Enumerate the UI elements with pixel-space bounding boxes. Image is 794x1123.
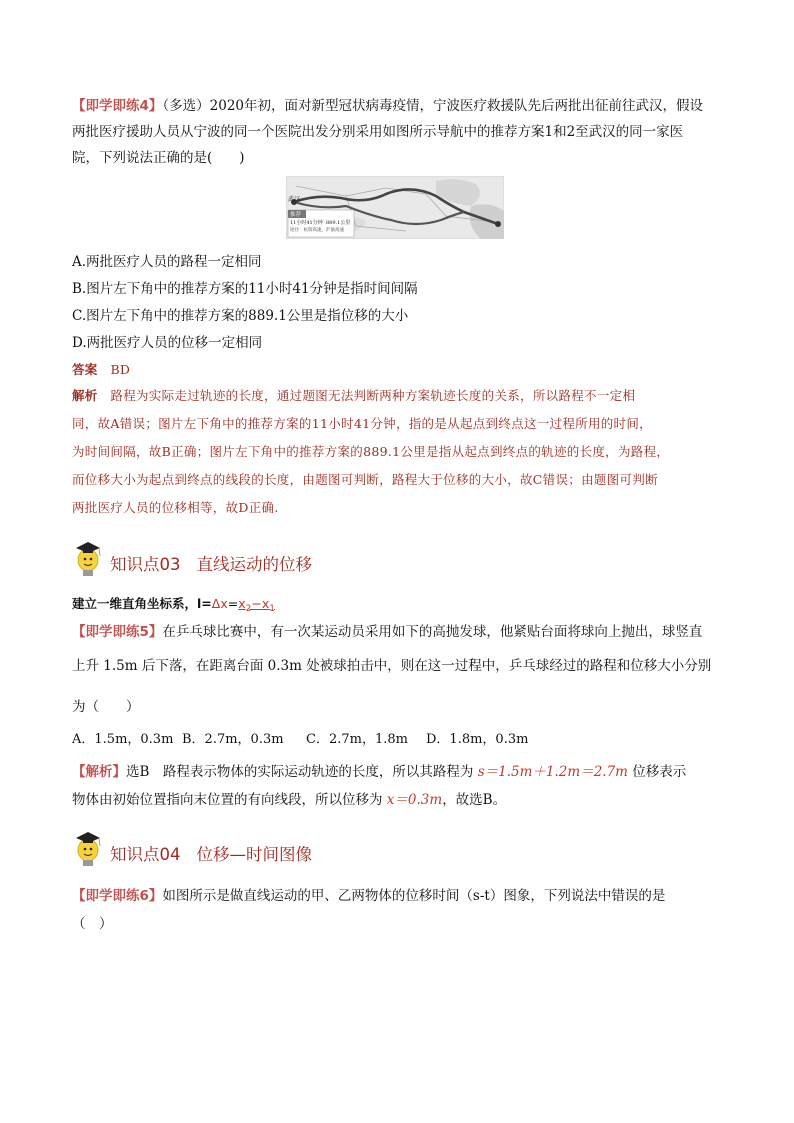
- q5-explain-text: 选B 路程表示物体的实际运动轨迹的长度，所以其路程为: [126, 764, 474, 780]
- equals-sign: =: [227, 596, 239, 611]
- question-type: （多选）: [162, 98, 210, 114]
- delta-x: Δx: [211, 596, 228, 611]
- q6-line-2: （ ）: [72, 916, 113, 932]
- exercise-tag: 【即学即练4】: [72, 98, 163, 114]
- q5-option-c: C．2.7m，1.8m: [306, 732, 408, 747]
- minus-sign: −: [251, 596, 262, 611]
- q4-explain-line-5: 两批医疗人员的位移相等，故D正确.: [72, 500, 279, 515]
- q5-line-3: 为（ ）: [72, 699, 140, 715]
- graduate-bulb-icon: [72, 538, 104, 578]
- q4-option-a: A.两批医疗人员的路程一定相同: [72, 254, 262, 270]
- kp04-title: [110, 841, 312, 865]
- kp04-text: 位移—时间图像: [196, 845, 312, 864]
- q4-line-3: 院，下列说法正确的是( ): [72, 150, 245, 166]
- q4-option-d: D.两批医疗人员的位移一定相同: [72, 335, 263, 351]
- graduate-bulb-icon: [72, 828, 104, 868]
- map-info-tab: 推荐: [290, 212, 302, 218]
- q5-explain-line-1: [72, 762, 686, 782]
- q4-explain-line-3: 为时间间隔，故B正确；图片左下角中的推荐方案的889.1公里是指从起点到终点的轨迹的长度，为路程，: [72, 444, 670, 459]
- answer-label: 答案: [72, 362, 98, 377]
- answer-value: BD: [110, 362, 131, 377]
- q4-explain-line-4: 而位移大小为起点到终点的线段的长度，由题图可判断，路程大于位移的大小，故C错误；由题图可判断: [72, 472, 658, 487]
- q5-option-a: A．1.5m，0.3m: [72, 732, 174, 747]
- kp04-number: 知识点04: [110, 845, 181, 864]
- q4-explain-line-2: 同，故A错误；图片左下角中的推荐方案的11小时41分钟，指的是从起点到终点这一过程所用的时间，: [72, 416, 652, 431]
- map-time-text: 11小时41分钟: [290, 220, 323, 226]
- q5-option-d: D．1.8m，0.3m: [426, 732, 529, 747]
- explain-label: 解析: [72, 388, 98, 403]
- q4-option-c: C.图片左下角中的推荐方案的889.1公里是指位移的大小: [72, 308, 409, 324]
- x2-subscript: 2: [245, 604, 252, 614]
- q5-line-2: 上升 1.5m 后下落，在距离台面 0.3m 处被球拍击中，则在这一过程中，乒乓球经过的路程和位移大小分别: [72, 658, 712, 674]
- q5-options: [72, 730, 529, 750]
- q4-explain-line-1: [72, 386, 635, 406]
- kp03-text: 直线运动的位移: [196, 555, 312, 574]
- kp03-title: [110, 551, 312, 575]
- x2-symbol: x: [238, 596, 246, 611]
- q6-line-1: [72, 886, 665, 906]
- explain-text: 路程为实际走过轨迹的长度，通过题图无法判断两种方案轨迹长度的关系，所以路程不一定相: [110, 388, 636, 403]
- displacement-formula: x＝0.3m: [386, 792, 443, 808]
- exercise-tag: 【即学即练6】: [72, 888, 163, 904]
- q4-line-2: 两批医疗援助人员从宁波的同一个医院出发分别采用如图所示导航中的推荐方案1和2至武汉的同一家医: [72, 124, 684, 140]
- map-route-note: 途径：杭瑞高速，沪渝高速: [290, 228, 344, 233]
- q5-explain-line-2: [72, 790, 506, 810]
- q4-answer: [72, 360, 130, 380]
- q5-text: 在乒乓球比赛中，有一次某运动员采用如下的高抛发球，他紧贴台面将球向上抛出，球竖直: [162, 624, 703, 640]
- coordinate-definition: [72, 594, 275, 619]
- q4-text: 2020年初，面对新型冠状病毒疫情，宁波医疗救援队先后两批出征前往武汉，假设: [209, 98, 704, 114]
- x1-symbol: x: [261, 596, 270, 611]
- q4-option-b: B.图片左下角中的推荐方案的11小时41分钟是指时间间隔: [72, 281, 418, 297]
- map-distance-text: 889.1公里: [326, 220, 351, 226]
- q5-option-b: B．2.7m，0.3m: [182, 732, 284, 747]
- kp03-number: 知识点03: [110, 555, 181, 574]
- explain-tag: 【解析】: [72, 764, 126, 780]
- knowledge-point-03-heading: [72, 538, 312, 578]
- exercise-tag: 【即学即练5】: [72, 624, 163, 640]
- coord-text: 建立一维直角坐标系，l=: [72, 596, 212, 611]
- map-start-label: 武汉: [288, 196, 301, 203]
- q5-explain-text-3: 物体由初始位置指向末位置的有向线段，所以位移为: [72, 792, 383, 808]
- q5-explain-text-2: 位移表示: [632, 764, 687, 780]
- q6-text: 如图所示是做直线运动的甲、乙两物体的位移时间（s-t）图象，下列说法中错误的是: [162, 888, 666, 904]
- navigation-map-image: [286, 176, 504, 239]
- q5-explain-text-4: ，故选B。: [442, 792, 507, 808]
- q4-line-1: [72, 96, 703, 116]
- q5-line-1: [72, 622, 702, 642]
- path-formula: s＝1.5m＋1.2m＝2.7m: [477, 764, 628, 780]
- knowledge-point-04-heading: [72, 828, 312, 868]
- x1-subscript: 1: [269, 604, 275, 614]
